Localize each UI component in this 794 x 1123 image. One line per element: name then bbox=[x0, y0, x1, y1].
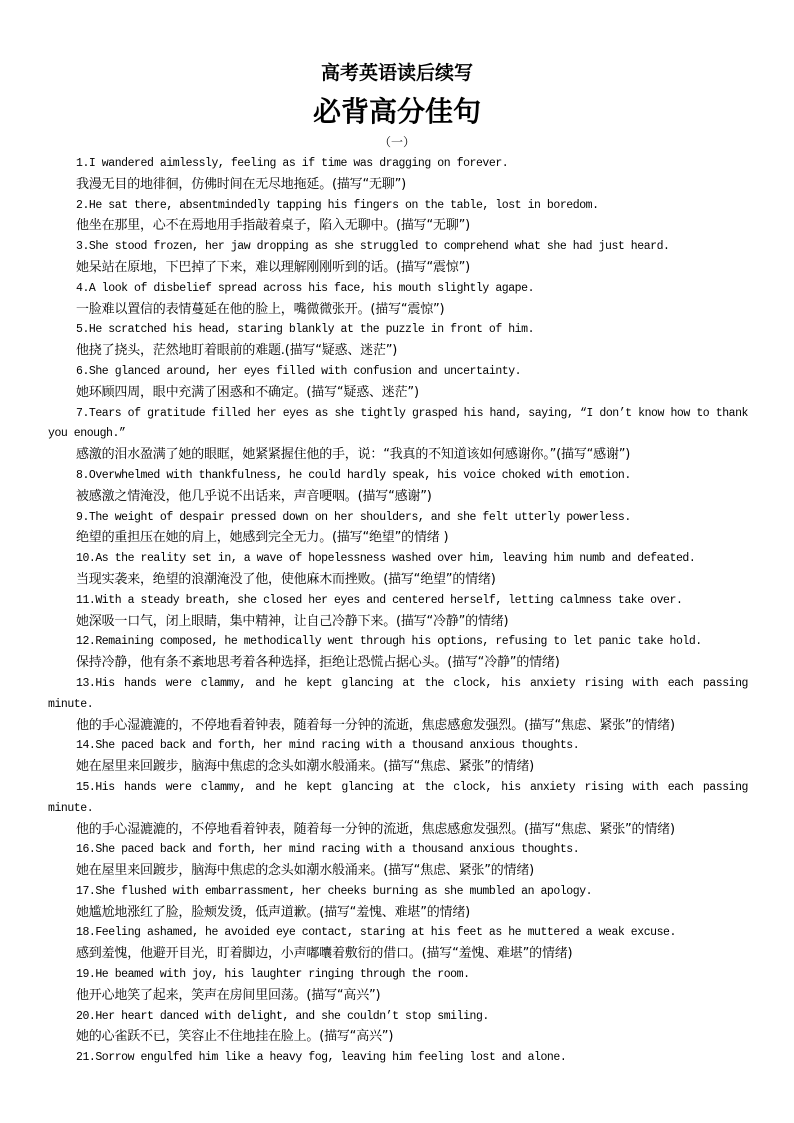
english-sentence: 4.A look of disbelief spread across his face, his mouth slightly agape. bbox=[76, 281, 535, 295]
chinese-translation: 她的心雀跃不已，笑容止不住地挂在脸上。(描写“高兴”) bbox=[76, 1029, 394, 1045]
english-sentence: 1.I wandered aimlessly, feeling as if time was dragging on forever. bbox=[76, 157, 509, 170]
chinese-translation: 他的手心湿漉漉的，不停地看着钟表，随着每一分钟的流逝，焦虑感愈发强烈。(描写“焦虑、紧张”的情绪) bbox=[76, 717, 675, 733]
list-item bbox=[48, 237, 748, 279]
list-item bbox=[48, 1007, 748, 1049]
chinese-translation: 她在屋里来回踱步，脑海中焦虑的念头如潮水般涌来。(描写“焦虑、紧张”的情绪) bbox=[76, 863, 535, 879]
chinese-translation: 被感激之情淹没，他几乎说不出话来，声音哽咽。(描写“感谢”) bbox=[76, 488, 432, 504]
chinese-translation: 他挠了挠头，茫然地盯着眼前的难题.(描写“疑惑、迷茫”) bbox=[76, 343, 398, 359]
chinese-translation: 我漫无目的地徘徊，仿佛时间在无尽地拖延。(描写“无聊”) bbox=[76, 176, 407, 192]
document-subtitle: 必背高分佳句 bbox=[312, 95, 481, 128]
list-item bbox=[48, 196, 748, 238]
chinese-translation: 她呆站在原地，下巴掉了下来，难以理解刚刚听到的话。(描写“震惊”) bbox=[76, 259, 471, 275]
chinese-translation: 他开心地笑了起来，笑声在房间里回荡。(描写“高兴”) bbox=[76, 987, 381, 1003]
english-sentence: 7.Tears of gratitude filled her eyes as she tightly grasped his hand, saying, “I don’t know how to thank you enough.” bbox=[48, 406, 748, 441]
list-item bbox=[48, 279, 748, 321]
english-sentence: 2.He sat there, absentmindedly tapping his fingers on the table, lost in boredom. bbox=[76, 198, 599, 212]
english-sentence: 14.She paced back and forth, her mind racing with a thousand anxious thoughts. bbox=[76, 739, 580, 753]
english-sentence: 17.She flushed with embarrassment, her cheeks burning as she mumbled an apology. bbox=[76, 884, 593, 898]
sentence-list bbox=[48, 154, 748, 1069]
english-sentence: 12.Remaining composed, he methodically went through his options, refusing to let panic take hold. bbox=[76, 635, 702, 649]
list-item bbox=[48, 923, 748, 965]
chinese-translation: 她在屋里来回踱步，脑海中焦虑的念头如潮水般涌来。(描写“焦虑、紧张”的情绪) bbox=[76, 759, 535, 775]
english-sentence: 15.His hands were clammy, and he kept glancing at the clock, his anxiety rising with each passing minute. bbox=[48, 780, 748, 815]
list-item bbox=[48, 778, 748, 840]
list-item bbox=[48, 549, 748, 591]
english-sentence: 19.He beamed with joy, his laughter ringing through the room. bbox=[76, 968, 470, 982]
chinese-translation: 他的手心湿漉漉的，不停地看着钟表，随着每一分钟的流逝，焦虑感愈发强烈。(描写“焦虑、紧张”的情绪) bbox=[76, 821, 675, 837]
list-item bbox=[48, 508, 748, 550]
chinese-translation: 当现实袭来，绝望的浪潮淹没了他，使他麻木而挫败。(描写“绝望”的情绪) bbox=[76, 571, 496, 587]
english-sentence: 20.Her heart danced with delight, and she couldn’t stop smiling. bbox=[76, 1009, 489, 1023]
list-item bbox=[48, 154, 748, 196]
chinese-translation: 她尴尬地涨红了脸，脸颊发烫，低声道歉。(描写“羞愧、难堪”的情绪) bbox=[76, 904, 471, 920]
english-sentence: 3.She stood frozen, her jaw dropping as she struggled to comprehend what she had just heard. bbox=[76, 240, 670, 254]
list-item bbox=[48, 320, 748, 362]
english-sentence: 21.Sorrow engulfed him like a heavy fog, leaving him feeling lost and alone. bbox=[76, 1051, 567, 1065]
list-item bbox=[48, 362, 748, 404]
english-sentence: 18.Feeling ashamed, he avoided eye contact, staring at his feet as he muttered a weak excuse. bbox=[76, 926, 676, 940]
english-sentence: 8.Overwhelmed with thankfulness, he could hardly speak, his voice choked with emotion. bbox=[76, 468, 631, 482]
chinese-translation: 她环顾四周，眼中充满了困惑和不确定。(描写“疑惑、迷茫”) bbox=[76, 384, 419, 400]
list-item bbox=[48, 674, 748, 736]
list-item bbox=[48, 965, 748, 1007]
list-item bbox=[48, 840, 748, 882]
document-title: 高考英语读后续写 bbox=[320, 62, 473, 84]
chinese-translation: 感激的泪水盈满了她的眼眶，她紧紧握住他的手，说：“我真的不知道该如何感谢你。”(描写“感谢”) bbox=[76, 447, 631, 463]
section-label: （一） bbox=[378, 135, 415, 149]
list-item bbox=[48, 404, 748, 466]
english-sentence: 13.His hands were clammy, and he kept glancing at the clock, his anxiety rising with each passing minute. bbox=[48, 676, 748, 711]
chinese-translation: 绝望的重担压在她的肩上，她感到完全无力。(描写“绝望”的情绪 ) bbox=[76, 530, 449, 546]
chinese-translation: 感到羞愧，他避开目光，盯着脚边，小声嘟囔着敷衍的借口。(描写“羞愧、难堪”的情绪) bbox=[76, 946, 573, 962]
list-item bbox=[48, 466, 748, 508]
english-sentence: 6.She glanced around, her eyes filled with confusion and uncertainty. bbox=[76, 364, 522, 378]
english-sentence: 11.With a steady breath, she closed her eyes and centered herself, letting calmness take over. bbox=[76, 593, 683, 607]
english-sentence: 5.He scratched his head, staring blankly at the puzzle in front of him. bbox=[76, 323, 535, 337]
chinese-translation: 保持冷静，他有条不紊地思考着各种选择，拒绝让恐慌占据心头。(描写“冷静”的情绪) bbox=[76, 655, 560, 671]
list-item bbox=[48, 882, 748, 924]
chinese-translation: 一脸难以置信的表情蔓延在他的脸上，嘴微微张开。(描写“震惊”) bbox=[76, 301, 445, 317]
english-sentence: 9.The weight of despair pressed down on her shoulders, and she felt utterly powerless. bbox=[76, 510, 631, 524]
list-item bbox=[48, 591, 748, 633]
chinese-translation: 他坐在那里，心不在焉地用手指敲着桌子，陷入无聊中。(描写“无聊”) bbox=[76, 218, 471, 234]
chinese-translation: 她深吸一口气，闭上眼睛，集中精神，让自己冷静下来。(描写“冷静”的情绪) bbox=[76, 613, 509, 629]
list-item bbox=[48, 1048, 748, 1069]
english-sentence: 16.She paced back and forth, her mind racing with a thousand anxious thoughts. bbox=[76, 843, 580, 857]
list-item bbox=[48, 632, 748, 674]
list-item bbox=[48, 736, 748, 778]
english-sentence: 10.As the reality set in, a wave of hopelessness washed over him, leaving him numb and defeated. bbox=[76, 552, 696, 566]
